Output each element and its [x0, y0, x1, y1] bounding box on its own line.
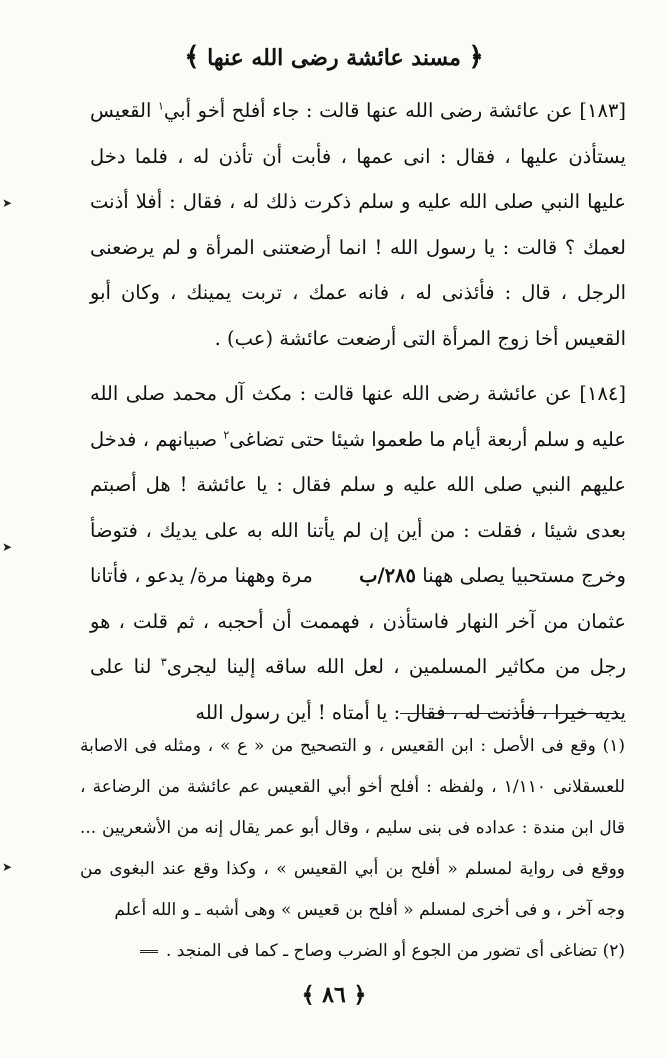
- text-line: القعيس: [90, 99, 152, 122]
- hadith-184: [90, 371, 626, 735]
- footnote-1: [80, 726, 625, 931]
- footnote-ref: ١: [158, 99, 164, 113]
- hadith-number: [١٨٣]: [579, 99, 626, 122]
- hadith-number: [١٨٤]: [579, 382, 626, 405]
- footnote-line: ... ووقع فى رواية لمسلم « أفلح بن أبي القعيس » ، وكذا وقع عند البغوى: [80, 818, 625, 879]
- footnote-line: قال ابن مندة : عداده فى بنى سليم ، وقال أبو عمر يقال إنه من الأشعريين: [102, 818, 626, 838]
- footnote-2: [80, 931, 625, 972]
- footnote-ref: ٣: [160, 655, 167, 669]
- text-line: عن عائشة رضى الله عنها قالت : جاء أفلح أخو أبي: [163, 99, 573, 122]
- footnote-line: من وجه آخر ، و فى أخرى لمسلم « أفلح بن قعيس » وهى أشبه ـ و الله أعلم: [80, 859, 625, 920]
- footnotes: [80, 726, 625, 972]
- text-line: فانه عمك ، تربت يمينك ، وكان أبو القعيس أخا زوج المرأة التى أرضعت: [90, 281, 626, 350]
- footnote-line: للعسقلانى ١/١١٠ ، ولفظه : أفلح أخو أبي القعيس عم عائشة من الرضاعة ،: [80, 777, 626, 797]
- running-header: [0, 42, 668, 72]
- marginal-folio-note: ٢٨٥/ب: [359, 564, 416, 587]
- footnote-line: (١) وقع فى الأصل : ابن القعيس ، و التصحيح من « ع » ، ومثله فى الاصابة: [80, 736, 625, 756]
- text-line: صلى الله عليه و سلم ذكرت ذلك له ، فقال : أفلا أذنت لعمك ؟ قالت :: [90, 190, 626, 259]
- footnote-divider: [400, 713, 620, 714]
- hadith-183: [90, 88, 626, 361]
- text-line: النبي صلى الله عليه و سلم فقال : يا عائشة ! هل أصبتم بعدى شيئا ، فقلت :: [90, 473, 626, 542]
- main-text: [90, 88, 626, 735]
- end-mark: [140, 950, 158, 953]
- margin-mark: ➤: [2, 540, 13, 554]
- text-line: يا رسول الله ! انما أرضعتنى المرأة و لم يرضعنى الرجل ، قال : فأئذنى له ،: [90, 235, 626, 304]
- footnote-ref: ٢: [223, 428, 230, 441]
- page-footer: [0, 982, 668, 1008]
- text-line: عليه و سلم أربعة أيام ما طعموا شيئا حتى تضاغى: [229, 427, 626, 451]
- text-line: لنا على يديه خيرا ، فأذنت له ، فقال : يا أمتاه ! أين رسول الله: [90, 655, 626, 724]
- header-title: مسند عائشة رضى الله عنها: [207, 45, 461, 71]
- header-bracket-right: ﴾: [184, 42, 200, 72]
- page-number: ٨٦: [322, 982, 346, 1008]
- footnote-line: (٢) تضاغى أى تضور من الجوع أو الضرب وصاح ـ كما فى المنجد .: [165, 941, 625, 961]
- text-line: فهممت أن أحجبه ، ثم قلت ، هو رجل من مكاثير المسلمين ، لعل الله ساقه: [90, 609, 627, 678]
- footer-bracket-right: ﴾: [301, 982, 315, 1008]
- margin-mark: ➤: [2, 196, 13, 210]
- margin-mark: ➤: [2, 860, 13, 874]
- footer-bracket-left: ﴿: [353, 982, 367, 1008]
- text-line: صبيانهم ، فدخل عليهم: [90, 427, 626, 496]
- header-bracket-left: ﴿: [468, 42, 484, 72]
- text-line: عائشة (عب) .: [214, 326, 331, 350]
- text-line: مرة وههنا مرة/ يدعو ، فأتانا عثمان من آخر النهار فاستأذن ،: [90, 564, 626, 633]
- text-line: عن عائشة رضى الله عنها قالت : مكث آل محمد صلى الله: [90, 382, 572, 405]
- text-line: يستأذن عليها ، فقال : انى عمها ، فأبت أن تأذن له ، فلما دخل عليها النبي: [90, 144, 626, 213]
- text-line: إلينا ليجرى: [166, 655, 256, 678]
- text-line: من أين إن لم يأتنا الله به على يديك ، فتوضأ وخرج مستحبيا يصلى ههنا: [90, 518, 626, 587]
